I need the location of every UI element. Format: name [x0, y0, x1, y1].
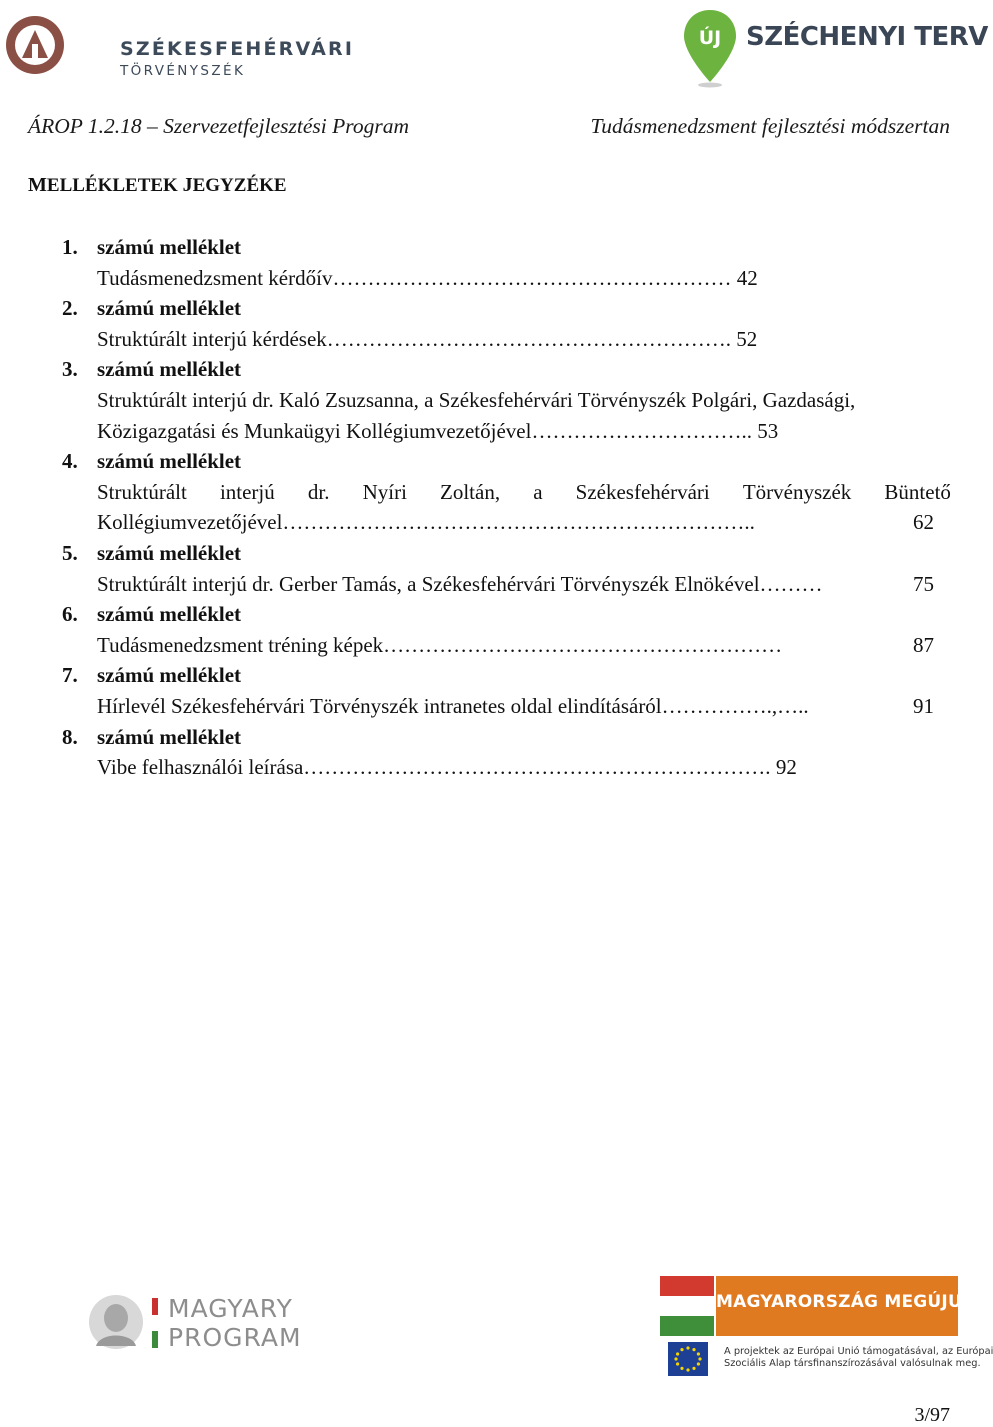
toc-number: 8.: [62, 724, 78, 749]
eu-flag-icon: [668, 1342, 708, 1376]
toc-number: 3.: [62, 357, 78, 382]
toc-page-number: 87: [913, 632, 934, 657]
flag-stripe-icon: [152, 1298, 158, 1348]
running-header-left: ÁROP 1.2.18 – Szervezetfejlesztési Program: [28, 114, 409, 138]
banner-strip: [716, 1276, 973, 1336]
portrait-icon: [88, 1294, 144, 1350]
toc-entry: [0, 354, 960, 446]
court-name-line2: TÖRVÉNYSZÉK: [120, 63, 246, 79]
toc-label: számú melléklet: [97, 540, 242, 565]
toc-page-number: 75: [913, 571, 934, 596]
court-name-line1: SZÉKESFEHÉRVÁRI: [120, 38, 355, 60]
toc-page-number: 91: [913, 693, 934, 718]
magyary-line2: PROGRAM: [168, 1323, 302, 1352]
toc-entry: [0, 722, 960, 783]
map-pin-icon: [680, 8, 740, 88]
pin-label: ÚJ: [698, 27, 722, 49]
toc-title[interactable]: Struktúrált interjú kérdések…………………………………………………. 52: [97, 326, 758, 351]
toc-entry: [0, 232, 960, 293]
toc-title[interactable]: Vibe felhasználói leírása…………………………………………………………. 92: [97, 755, 797, 780]
table-of-contents: [0, 232, 960, 783]
szechenyi-logo: [680, 8, 988, 90]
toc-label: számú melléklet: [97, 663, 242, 688]
toc-entry: [0, 446, 960, 538]
court-emblem-icon: [4, 14, 66, 76]
court-logo: [4, 14, 355, 80]
magyarorszag-megujul-banner: [660, 1276, 993, 1380]
toc-title[interactable]: Hírlevél Székesfehérvári Törvényszék intranetes oldal elindításáról…………….,…..: [97, 693, 809, 718]
toc-title[interactable]: Közigazgatási és Munkaügyi Kollégiumvezetőjével………………………….. 53: [97, 418, 779, 443]
toc-number: 5.: [62, 540, 78, 565]
page-title: MELLÉKLETEK JEGYZÉKE: [28, 174, 287, 196]
toc-title[interactable]: Struktúrált interjú dr. Gerber Tamás, a Székesfehérvári Törvényszék Elnökével………: [97, 571, 823, 596]
toc-label: számú melléklet: [97, 357, 242, 382]
toc-number: 6.: [62, 602, 78, 627]
hungarian-flag-icon: [660, 1276, 714, 1336]
toc-number: 1.: [62, 235, 78, 259]
toc-number: 7.: [62, 663, 78, 688]
page-number: 3/97: [914, 1404, 950, 1426]
toc-number: 2.: [62, 296, 78, 321]
toc-title[interactable]: Tudásmenedzsment tréning képek…………………………………………………: [97, 632, 783, 657]
toc-entry: [0, 293, 960, 354]
toc-number: 4.: [62, 449, 78, 474]
toc-title[interactable]: Tudásmenedzsment kérdőív………………………………………………… 42: [97, 265, 758, 290]
toc-label: számú melléklet: [97, 296, 242, 321]
eu-funding-note: A projektek az Európai Unió támogatásával, az Európai Szociális Alap társfinanszírozásával valósulnak meg.: [724, 1346, 993, 1369]
toc-page-number: 92: [775, 755, 797, 780]
toc-entry: [0, 599, 960, 660]
toc-entry: [0, 538, 960, 599]
toc-title[interactable]: Kollégiumvezetőjével…………………………………………………………..: [97, 510, 755, 535]
toc-page-number: 52: [736, 326, 758, 351]
szechenyi-brand: SZÉCHENYI TERV: [746, 22, 988, 52]
toc-label: számú melléklet: [97, 724, 242, 749]
toc-label: számú melléklet: [97, 449, 242, 474]
toc-label: számú melléklet: [97, 235, 242, 259]
toc-label: számú melléklet: [97, 602, 242, 627]
running-header-right: Tudásmenedzsment fejlesztési módszertan: [590, 114, 950, 138]
toc-title[interactable]: Struktúrált interjú dr. Nyíri Zoltán, a Székesfehérvári Törvényszék Büntető: [97, 479, 951, 504]
toc-page-number: 62: [913, 510, 934, 535]
magyary-line1: MAGYARY: [168, 1294, 293, 1323]
magyary-program-logo: [88, 1292, 318, 1356]
toc-title[interactable]: Struktúrált interjú dr. Kaló Zsuzsanna, a Székesfehérvári Törvényszék Polgári, Gazdasági,: [97, 387, 856, 412]
toc-entry: [0, 660, 960, 721]
banner-text: MAGYARORSZÁG MEGÚJUL: [716, 1292, 973, 1312]
